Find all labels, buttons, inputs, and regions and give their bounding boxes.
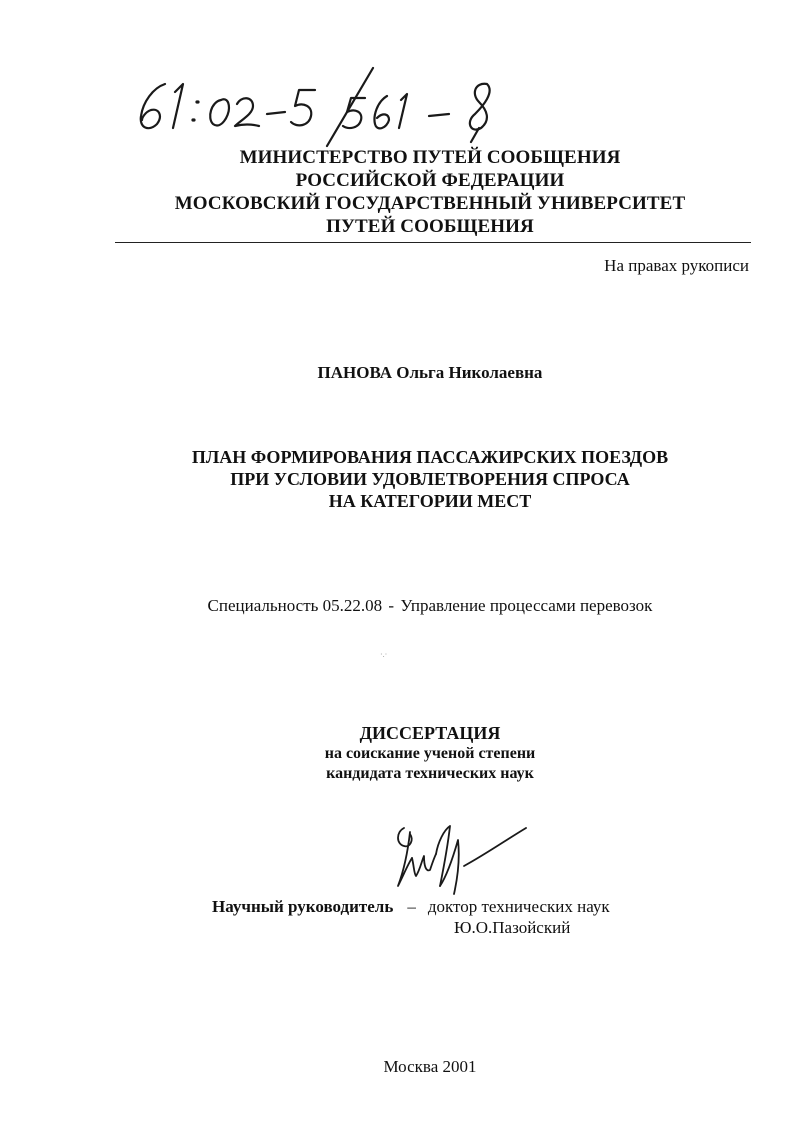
header-line: МИНИСТЕРСТВО ПУТЕЙ СООБЩЕНИЯ <box>239 147 621 168</box>
scan-speck: ·.· <box>380 650 388 659</box>
thesis-type: ДИССЕРТАЦИЯ <box>359 723 501 743</box>
supervisor-label: Научный руководитель <box>212 897 394 916</box>
specialty-name: Управление процессами перевозок <box>400 596 653 615</box>
supervisor-line <box>212 897 610 917</box>
handwritten-signature <box>388 814 533 904</box>
specialty-separator: - <box>388 596 395 615</box>
handwritten-archive-number <box>125 62 535 152</box>
title-line: ПЛАН ФОРМИРОВАНИЯ ПАССАЖИРСКИХ ПОЕЗДОВ <box>191 447 669 467</box>
supervisor-degree: доктор технических наук <box>427 897 610 916</box>
institution-header <box>60 146 793 238</box>
thesis-purpose-line: на соискание ученой степени <box>324 745 536 762</box>
thesis-block <box>60 722 793 784</box>
specialty-label: Специальность 05.22.08 <box>207 596 383 615</box>
thesis-purpose-line: кандидата технических наук <box>326 765 534 782</box>
manuscript-note: На правах рукописи <box>604 256 749 275</box>
supervisor-name: Ю.О.Пазойский <box>454 918 571 937</box>
header-line: МОСКОВСКИЙ ГОСУДАРСТВЕННЫЙ УНИВЕРСИТЕТ <box>174 193 686 214</box>
header-line: ПУТЕЙ СООБЩЕНИЯ <box>326 216 534 237</box>
author-name: ПАНОВА Ольга Николаевна <box>317 363 543 382</box>
dissertation-title <box>60 446 793 512</box>
title-line: ПРИ УСЛОВИИ УДОВЛЕТВОРЕНИЯ СПРОСА <box>230 469 630 489</box>
header-line: РОССИЙСКОЙ ФЕДЕРАЦИИ <box>295 170 565 191</box>
header-divider <box>115 242 751 243</box>
specialty-line <box>60 596 793 616</box>
title-line: НА КАТЕГОРИИ МЕСТ <box>328 491 532 511</box>
city-year: Москва 2001 <box>383 1057 477 1076</box>
supervisor-dash: – <box>407 897 416 916</box>
